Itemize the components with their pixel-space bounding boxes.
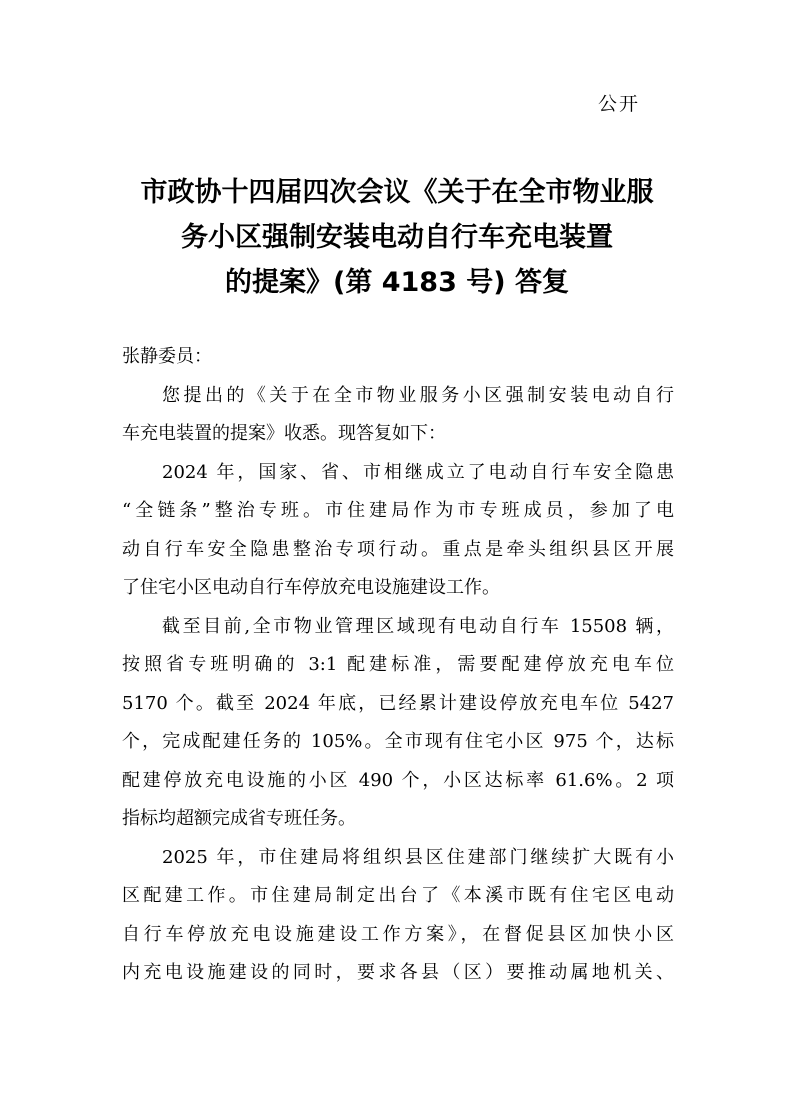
paragraph-line: 自行车停放充电设施建设工作方案》，在督促县区加快小区	[122, 923, 674, 945]
paragraph-line: 您提出的《关于在全市物业服务小区强制安装电动自行	[162, 384, 674, 406]
title-line: 市政协十四届四次会议《关于在全市物业服	[140, 177, 654, 208]
document-body	[122, 338, 674, 993]
paragraph-line: 车充电装置的提案》收悉。现答复如下：	[122, 423, 446, 444]
paragraph-statistics	[122, 608, 674, 839]
paragraph-line: 内充电设施建设的同时，要求各县（区）要推动属地机关、	[122, 962, 674, 983]
classification-label: 公开	[598, 93, 641, 115]
paragraph-line: 配建停放充电设施的小区 490 个，小区达标率 61.6%。2 项	[122, 769, 674, 791]
salutation: 张静委员：	[122, 346, 212, 367]
paragraph-plan-2025	[122, 839, 674, 993]
paragraph-line: 按照省专班明确的 3:1 配建标准，需要配建停放充电车位	[122, 654, 674, 675]
paragraph-line: “全链条”整治专班。市住建局作为市专班成员，参加了电	[122, 500, 674, 521]
title-line: 务小区强制安装电动自行车充电装置	[181, 222, 613, 253]
paragraph-background	[122, 454, 674, 608]
title-line: 的提案》(第 4183 号) 答复	[224, 267, 570, 298]
paragraph-line: 个，完成配建任务的 105%。全市现有住宅小区 975 个，达标	[122, 731, 674, 752]
paragraph-line: 5170 个。截至 2024 年底，已经累计建设停放充电车位 5427	[122, 692, 674, 714]
paragraph-line: 了住宅小区电动自行车停放充电设施建设工作。	[122, 577, 500, 598]
paragraph-line: 2024 年，国家、省、市相继成立了电动自行车安全隐患	[162, 461, 674, 483]
paragraph-line: 指标均超额完成省专班任务。	[122, 808, 356, 829]
document-title	[100, 170, 694, 305]
paragraph-line: 2025 年，市住建局将组织县区住建部门继续扩大既有小	[162, 846, 674, 868]
paragraph-line: 动自行车安全隐患整治专项行动。重点是牵头组织县区开展	[122, 538, 674, 560]
paragraph-line: 区配建工作。市住建局制定出台了《本溪市既有住宅区电动	[122, 885, 674, 906]
paragraph-line: 截至目前,全市物业管理区域现有电动自行车 15508 辆，	[162, 615, 674, 637]
paragraph-acknowledgement	[122, 377, 674, 454]
